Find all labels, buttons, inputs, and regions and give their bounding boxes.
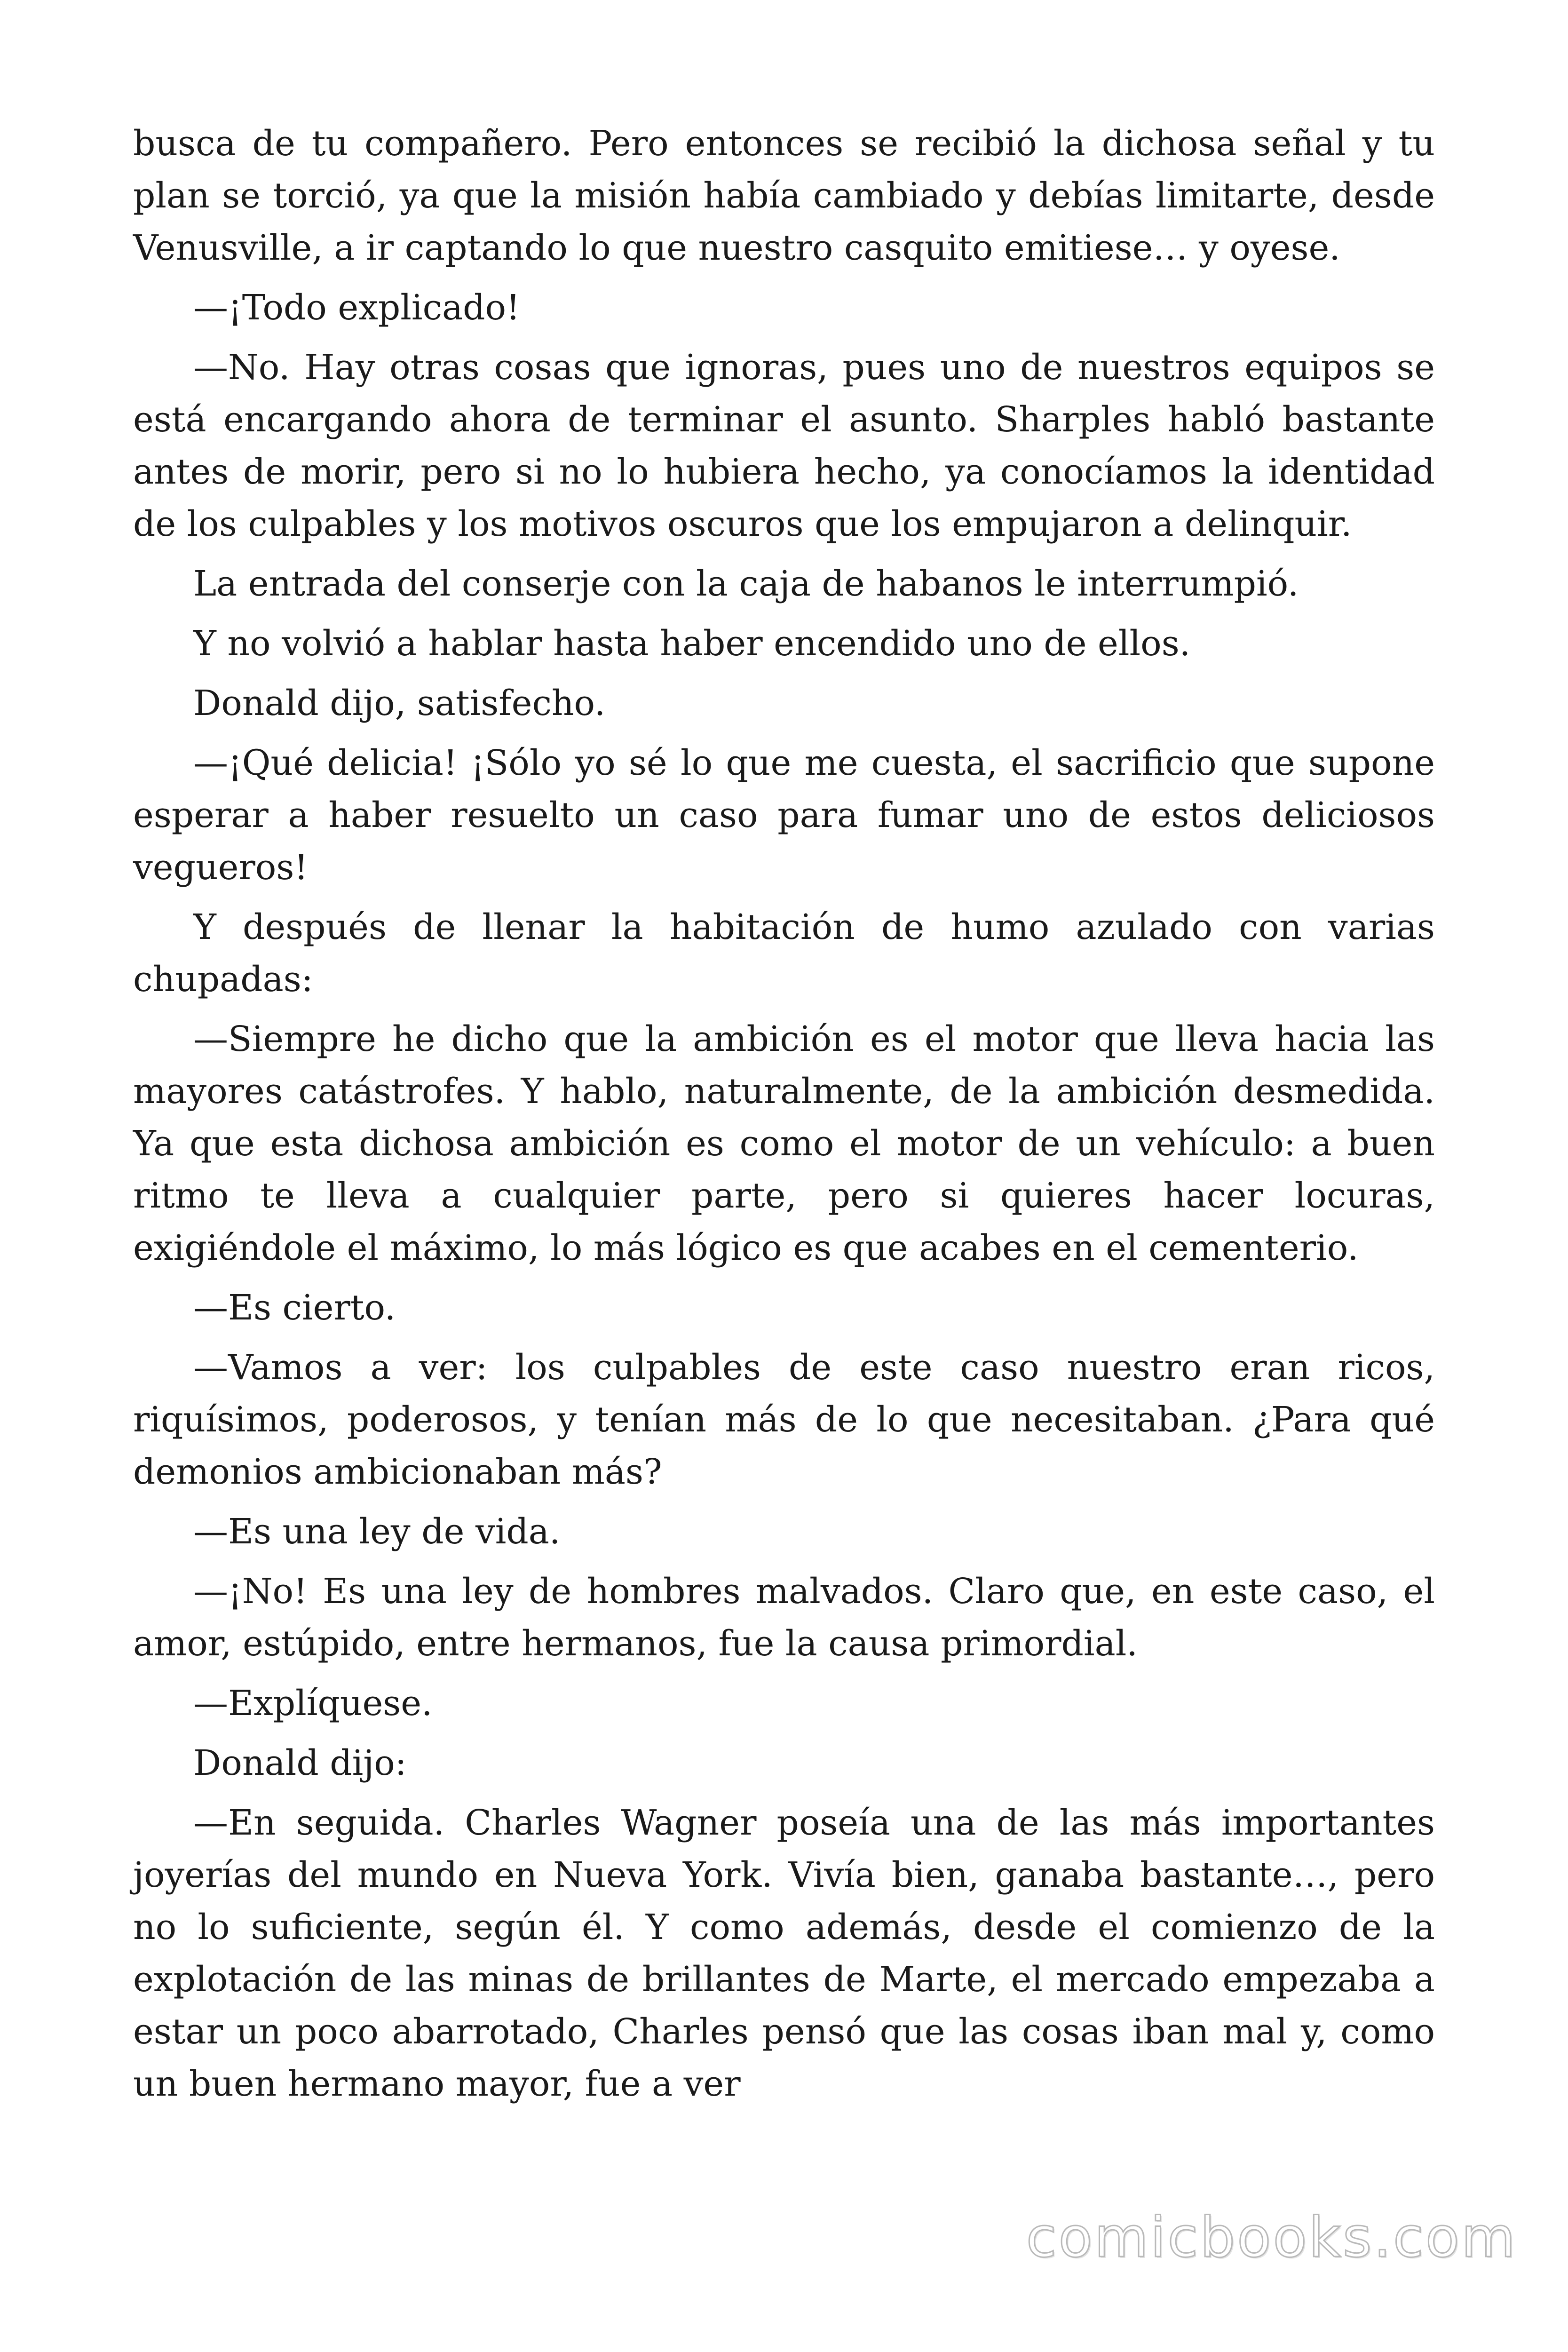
watermark: comicbooks.com [1026,2205,1517,2270]
paragraph-3: —No. Hay otras cosas que ignoras, pues uno de nuestros equipos se está encargando ahora de terminar el asunto. Sharples habló bastante antes de morir, pero si no lo hubiera hecho, ya conocíamos la identidad de los culpables y los motivos oscuros que los empujaron a delinquir. [133,347,1435,544]
paragraph-9: —Siempre he dicho que la ambición es el motor que lleva hacia las mayores catástrofes. Y hablo, naturalmente, de la ambición desmedida. Ya que esta dichosa ambición es como el motor de un vehículo: a buen ritmo te lleva a cualquier parte, pero si quieres hacer locuras, exigiéndole el máximo, lo más lógico es que acabes en el cementerio. [133,1019,1435,1268]
page-body [133,118,1435,2118]
paragraph-11: —Vamos a ver: los culpables de este caso nuestro eran ricos, riquísimos, poderosos, y tenían más de lo que necesitaban. ¿Para qué demonios ambicionaban más? [133,1347,1435,1492]
paragraph-12: —Es una ley de vida. [193,1511,561,1552]
paragraph-2: —¡Todo explicado! [193,287,520,328]
paragraph-1: busca de tu compañero. Pero entonces se recibió la dichosa señal y tu plan se torció, ya que la misión había cambiado y debías limitarte, desde Venusville, a ir captando lo que nuestro casquito emitiese… y oyese. [133,123,1435,268]
paragraph-10: —Es cierto. [193,1287,396,1328]
paragraph-15: Donald dijo: [193,1743,407,1783]
paragraph-4: La entrada del conserje con la caja de habanos le interrumpió. [193,564,1299,604]
paragraph-8: Y después de llenar la habitación de humo azulado con varias chupadas: [133,907,1435,1000]
paragraph-7: —¡Qué delicia! ¡Sólo yo sé lo que me cuesta, el sacrificio que supone esperar a haber resuelto un caso para fumar uno de estos deliciosos vegueros! [133,743,1435,888]
paragraph-14: —Explíquese. [193,1683,433,1724]
paragraph-16: —En seguida. Charles Wagner poseía una de las más importantes joyerías del mundo en Nueva York. Vivía bien, ganaba bastante…, pero no lo suficiente, según él. Y como además, desde el comienzo de la explotación de las minas de brillantes de Marte, el mercado empezaba a estar un poco abarrotado, Charles pensó que las cosas iban mal y, como un buen hermano mayor, fue a ver [133,1803,1435,2104]
paragraph-5: Y no volvió a hablar hasta haber encendido uno de ellos. [193,623,1191,664]
paragraph-13: —¡No! Es una ley de hombres malvados. Claro que, en este caso, el amor, estúpido, entre hermanos, fue la causa primordial. [133,1571,1435,1664]
paragraph-6: Donald dijo, satisfecho. [193,683,606,723]
